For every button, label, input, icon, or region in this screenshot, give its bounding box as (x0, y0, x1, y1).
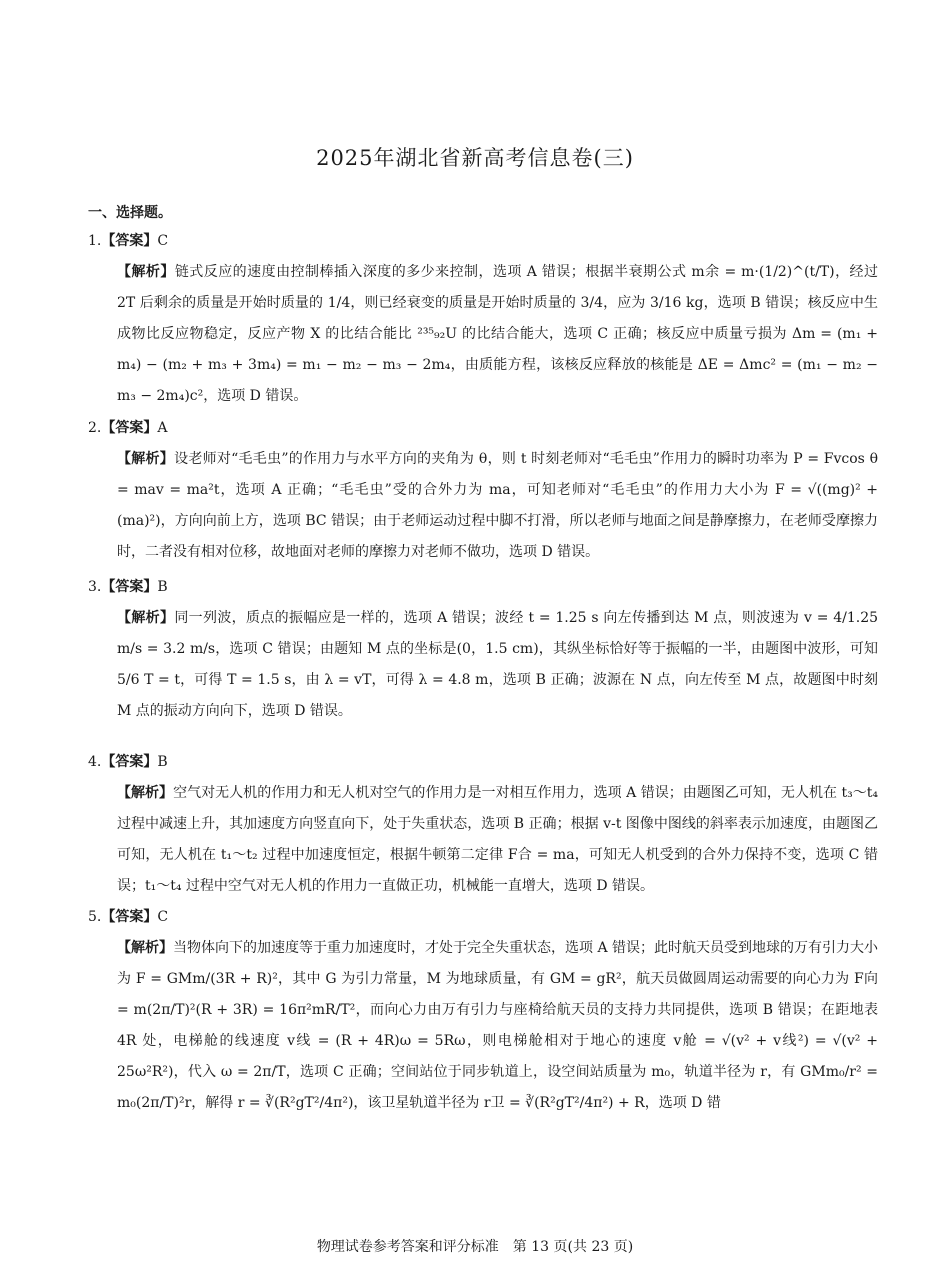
answer-value: C (157, 909, 169, 925)
explanation-text: 链式反应的速度由控制棒插入深度的多少来控制，选项 A 错误；根据半衰期公式 m余 = m·(1/2)^(t/T)，经过 2T 后剩余的质量是开始时质量的 1/4，则已经衰变的质量是开始时质量的 3/4，应为 3/16 kg，选项 B 错误；核反应中生成物比反应物稳定，反应产物 X 的比结合能比 ²³⁵₉₂U 的比结合能大，选项 C 正确；核反应中质量亏损为 Δm = (m₁ + m₄) − (m₂ + m₃ + 3m₄) = m₁ − m₂ − m₃ − 2m₄，由质能方程，该核反应释放的核能是 ΔE = Δmc² = (m₁ − m₂ − m₃ − 2m₄)c²，选项 D 错误。 (117, 264, 878, 404)
answer-line: 1.【答案】C (88, 233, 169, 249)
answer-value: B (157, 754, 168, 770)
question-4 (88, 747, 878, 902)
section-heading: 一、选择题。 (88, 205, 172, 221)
explanation: 【解析】当物体向下的加速度等于重力加速度时，才处于完全失重状态，选项 A 错误；此时航天员受到地球的万有引力大小为 F = GMm/(3R + R)²，其中 G 为引力常量，M 为地球质量，有 GM = gR²，航天员做圆周运动需要的向心力为 F向 = m(2π/T)²(R + 3R) = 16π²mR/T²，而向心力由万有引力与座椅给航天员的支持力共同提供，选项 B 错误；在距地表 4R 处，电梯舱的线速度 v线 = (R + 4R)ω = 5Rω，则电梯舱相对于地心的速度 v舱 = √(v² + v线²) = √(v² + 25ω²R²)，代入 ω = 2π/T，选项 C 正确；空间站位于同步轨道上，设空间站质量为 m₀，轨道半径为 r，有 GMm₀/r² = m₀(2π/T)²r，解得 r = ∛(R²gT²/4π²)，该卫星轨道半径为 r卫 = ∛(R²gT²/4π²) + R，选项 D 错 (117, 940, 879, 1111)
explanation: 【解析】链式反应的速度由控制棒插入深度的多少来控制，选项 A 错误；根据半衰期公式 m余 = m·(1/2)^(t/T)，经过 2T 后剩余的质量是开始时质量的 1/4，则已经衰变的质量是开始时质量的 3/4，应为 3/16 kg，选项 B 错误；核反应中生成物比反应物稳定，反应产物 X 的比结合能比 ²³⁵₉₂U 的比结合能大，选项 C 正确；核反应中质量亏损为 Δm = (m₁ + m₄) − (m₂ + m₃ + 3m₄) = m₁ − m₂ − m₃ − 2m₄，由质能方程，该核反应释放的核能是 ΔE = Δmc² = (m₁ − m₂ − m₃ − 2m₄)c²，选项 D 错误。 (117, 264, 878, 404)
explanation-text: 空气对无人机的作用力和无人机对空气的作用力是一对相互作用力，选项 A 错误；由题图乙可知，无人机在 t₃～t₄ 过程中减速上升，其加速度方向竖直向下，处于失重状态，选项 B 正确；根据 v-t 图像中图线的斜率表示加速度，由题图乙可知，无人机在 t₁～t₂ 过程中加速度恒定，根据牛顿第二定律 F合 = ma，可知无人机受到的合外力保持不变，选项 C 错误；t₁～t₄ 过程中空气对无人机的作用力一直做正功，机械能一直增大，选项 D 错误。 (117, 785, 878, 894)
question-5 (88, 902, 878, 1119)
page-footer: 物理试卷参考答案和评分标准 第 13 页(共 23 页) (316, 1239, 634, 1255)
answer-line: 3.【答案】B (88, 579, 168, 595)
explanation-text: 当物体向下的加速度等于重力加速度时，才处于完全失重状态，选项 A 错误；此时航天员受到地球的万有引力大小为 F = GMm/(3R + R)²，其中 G 为引力常量，M 为地球质量，有 GM = gR²，航天员做圆周运动需要的向心力为 F向 = m(2π/T)²(R + 3R) = 16π²mR/T²，而向心力由万有引力与座椅给航天员的支持力共同提供，选项 B 错误；在距地表 4R 处，电梯舱的线速度 v线 = (R + 4R)ω = 5Rω，则电梯舱相对于地心的速度 v舱 = √(v² + v线²) = √(v² + 25ω²R²)，代入 ω = 2π/T，选项 C 正确；空间站位于同步轨道上，设空间站质量为 m₀，轨道半径为 r，有 GMm₀/r² = m₀(2π/T)²r，解得 r = ∛(R²gT²/4π²)，该卫星轨道半径为 r卫 = ∛(R²gT²/4π²) + R，选项 D 错 (117, 940, 879, 1111)
answer-value: A (157, 420, 168, 436)
answer-value: B (157, 579, 168, 595)
page-title: 2025年湖北省新高考信息卷(三) (316, 146, 634, 170)
explanation-text: 设老师对“毛毛虫”的作用力与水平方向的夹角为 θ，则 t 时刻老师对“毛毛虫”作用力的瞬时功率为 P = Fvcos θ = mav = ma²t，选项 A 正确；“毛毛虫”受的合外力为 ma，可知老师对“毛毛虫”的作用力大小为 F = √((mg)² + (ma)²)，方向向前上方，选项 BC 错误；由于老师运动过程中脚不打滑，所以老师与地面之间是静摩擦力，在老师受摩擦力时，二者没有相对位移，故地面对老师的摩擦力对老师不做功，选项 D 错误。 (117, 451, 878, 560)
question-3 (88, 572, 878, 727)
explanation-text: 同一列波，质点的振幅应是一样的，选项 A 错误；波经 t = 1.25 s 向左传播到达 M 点，则波速为 v = 4/1.25 m/s = 3.2 m/s，选项 C 错误；由题知 M 点的坐标是(0，1.5 cm)，其纵坐标恰好等于振幅的一半，由题图中波形，可知 5/6 T = t，可得 T = 1.5 s，由 λ = vT，可得 λ = 4.8 m，选项 B 正确；波源在 N 点，向左传至 M 点，故题图中时刻 M 点的振动方向向下，选项 D 错误。 (117, 610, 879, 719)
answer-value: C (157, 233, 169, 249)
question-2 (88, 413, 878, 568)
explanation: 【解析】设老师对“毛毛虫”的作用力与水平方向的夹角为 θ，则 t 时刻老师对“毛毛虫”作用力的瞬时功率为 P = Fvcos θ = mav = ma²t，选项 A 正确；“毛毛虫”受的合外力为 ma，可知老师对“毛毛虫”的作用力大小为 F = √((mg)² + (ma)²)，方向向前上方，选项 BC 错误；由于老师运动过程中脚不打滑，所以老师与地面之间是静摩擦力，在老师受摩擦力时，二者没有相对位移，故地面对老师的摩擦力对老师不做功，选项 D 错误。 (117, 451, 878, 560)
answer-line: 4.【答案】B (88, 754, 168, 770)
question-1 (88, 226, 878, 412)
answer-line: 5.【答案】C (88, 909, 169, 925)
explanation: 【解析】同一列波，质点的振幅应是一样的，选项 A 错误；波经 t = 1.25 s 向左传播到达 M 点，则波速为 v = 4/1.25 m/s = 3.2 m/s，选项 C 错误；由题知 M 点的坐标是(0，1.5 cm)，其纵坐标恰好等于振幅的一半，由题图中波形，可知 5/6 T = t，可得 T = 1.5 s，由 λ = vT，可得 λ = 4.8 m，选项 B 正确；波源在 N 点，向左传至 M 点，故题图中时刻 M 点的振动方向向下，选项 D 错误。 (117, 610, 879, 719)
answer-line: 2.【答案】A (88, 420, 168, 436)
explanation: 【解析】空气对无人机的作用力和无人机对空气的作用力是一对相互作用力，选项 A 错误；由题图乙可知，无人机在 t₃～t₄ 过程中减速上升，其加速度方向竖直向下，处于失重状态，选项 B 正确；根据 v-t 图像中图线的斜率表示加速度，由题图乙可知，无人机在 t₁～t₂ 过程中加速度恒定，根据牛顿第二定律 F合 = ma，可知无人机受到的合外力保持不变，选项 C 错误；t₁～t₄ 过程中空气对无人机的作用力一直做正功，机械能一直增大，选项 D 错误。 (117, 785, 878, 894)
